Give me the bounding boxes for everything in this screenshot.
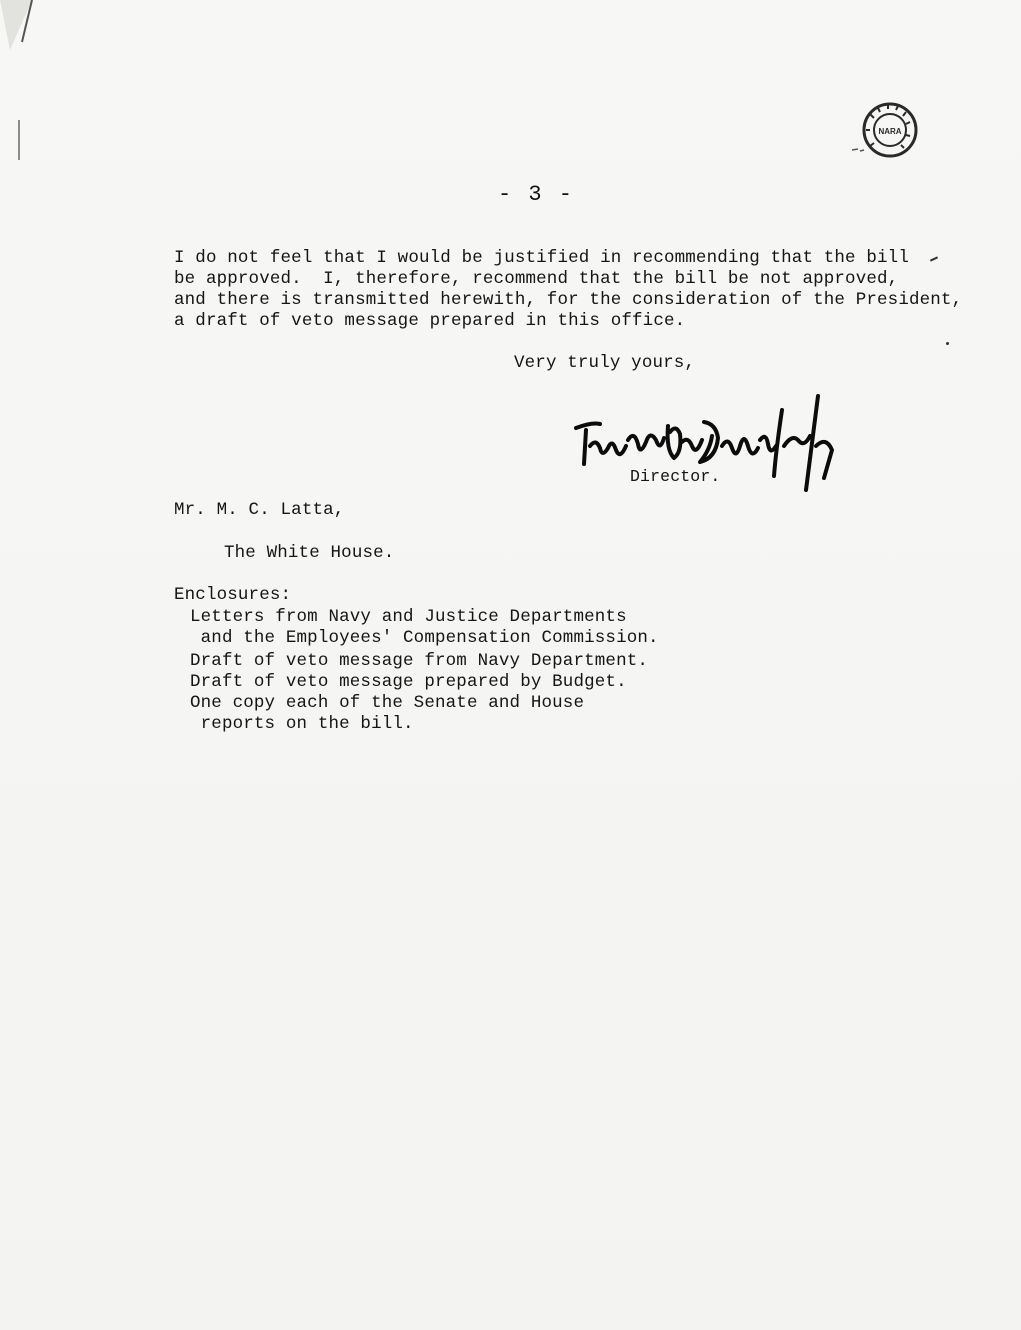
recipient-name: Mr. M. C. Latta, [174, 500, 345, 520]
margin-dot [946, 342, 949, 345]
enclosures-heading: Enclosures: [174, 585, 292, 605]
body-line-3: and there is transmitted herewith, for the consideration of the President, [174, 290, 963, 310]
body-line-4: a draft of veto message prepared in this office. [174, 311, 686, 331]
enclosure-item: Draft of veto message from Navy Department. [190, 651, 649, 671]
body-line-1: I do not feel that I would be justified in recommending that the bill [174, 248, 909, 268]
enclosure-item: Draft of veto message prepared by Budget. [190, 672, 627, 692]
library-stamp [852, 100, 928, 164]
enclosure-item: reports on the bill. [190, 714, 414, 734]
page-number: - 3 - [498, 182, 575, 207]
enclosure-item: One copy each of the Senate and House [190, 693, 585, 713]
margin-mark [18, 120, 20, 160]
folded-corner-mark [0, 0, 40, 60]
signature-title: Director. [630, 467, 721, 486]
enclosure-item: and the Employees' Compensation Commission. [190, 628, 659, 648]
body-line-2: be approved. I, therefore, recommend that the bill be not approved, [174, 269, 899, 289]
recipient-address: The White House. [224, 543, 395, 563]
enclosure-item: Letters from Navy and Justice Departments [190, 607, 627, 627]
stamp-center-text: NARA [878, 127, 902, 136]
margin-tick [930, 256, 938, 261]
closing-salutation: Very truly yours, [514, 353, 696, 373]
